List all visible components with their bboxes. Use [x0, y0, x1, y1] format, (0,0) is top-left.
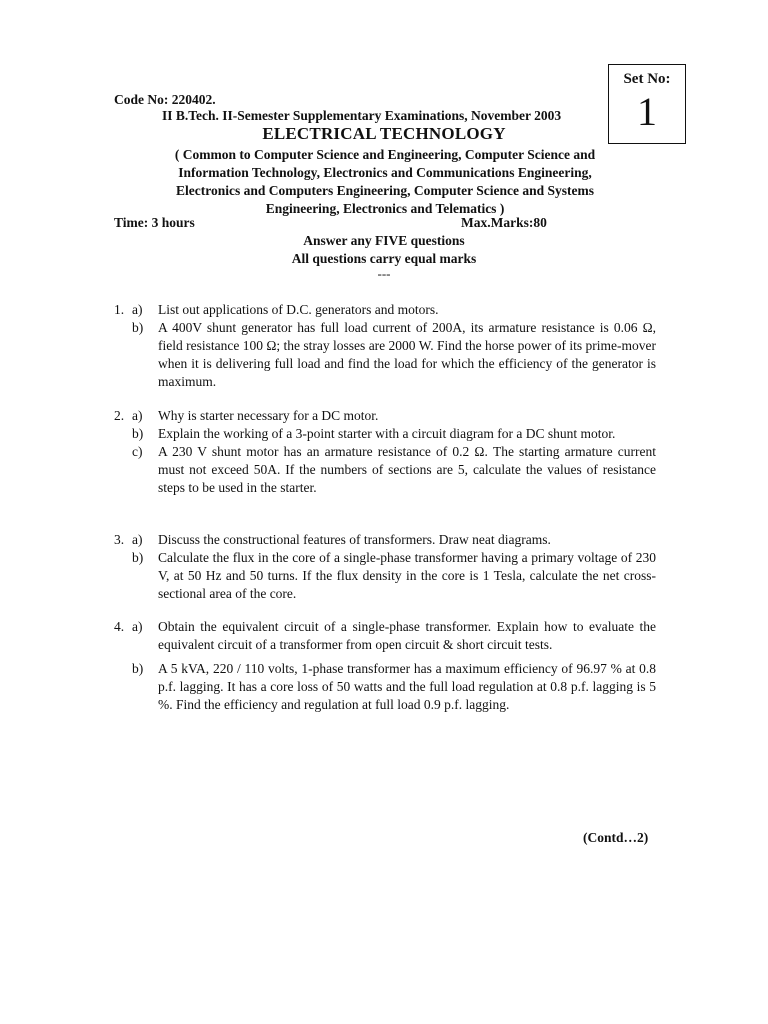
part-letter: c) [132, 444, 143, 459]
part-letter: a) [132, 532, 143, 547]
common-line: Electronics and Computers Engineering, Computer Science and Systems [176, 183, 594, 198]
separator: --- [377, 266, 391, 281]
question-part [114, 425, 656, 443]
subject-title [0, 124, 768, 144]
part-letter: a) [132, 408, 143, 423]
question-part [114, 660, 656, 714]
time-allowed: Time: 3 hours [114, 215, 195, 230]
part-text: A 400V shunt generator has full load current of 200A, its armature resistance is 0.06 Ω, field resistance 100 Ω; the stray losses are 2000 W. Find the horse power of its prime-mover when it is delivering full load and find the load for which the efficiency of the generator is maximum. [158, 320, 656, 389]
question-number: 1. [114, 302, 125, 317]
common-line: Engineering, Electronics and Telematics ) [265, 201, 505, 216]
common-line: Information Technology, Electronics and Communications Engineering, [178, 165, 592, 180]
code-number: Code No: 220402. [114, 92, 216, 107]
part-letter: a) [132, 302, 143, 317]
question-part [114, 549, 656, 603]
question-part [114, 443, 656, 497]
question-4 [114, 618, 656, 714]
common-line: ( Common to Computer Science and Engineering, Computer Science and [174, 147, 596, 162]
instruction-answer-five: Answer any FIVE questions [303, 233, 465, 248]
question-part [114, 319, 656, 391]
question-part [114, 301, 656, 319]
part-letter: b) [132, 426, 144, 441]
question-2 [114, 407, 656, 497]
part-text: Discuss the constructional features of transformers. Draw neat diagrams. [158, 532, 551, 547]
part-text: Calculate the flux in the core of a single-phase transformer having a primary voltage of 230 V, at 50 Hz and 50 turns. If the flux density in the core is 1 Tesla, calculate the net cross-sectional area of the core. [158, 550, 656, 601]
question-1 [114, 301, 656, 391]
question-3 [114, 531, 656, 603]
set-number-label: Set No: [623, 71, 671, 87]
part-letter: b) [132, 661, 144, 676]
question-part [114, 618, 656, 654]
question-number: 4. [114, 619, 125, 634]
common-to-block [120, 146, 650, 218]
part-text: Explain the working of a 3-point starter with a circuit diagram for a DC shunt motor. [158, 426, 616, 441]
part-text: A 230 V shunt motor has an armature resistance of 0.2 Ω. The starting armature current must not exceed 50A. If the numbers of sections are 5, calculate the values of resistance steps to be used in the starter. [158, 444, 656, 495]
part-letter: b) [132, 550, 144, 565]
part-text: Obtain the equivalent circuit of a single-phase transformer. Explain how to evaluate the equivalent circuit of a transformer from open circuit & short circuit tests. [158, 619, 656, 652]
exam-title: II B.Tech. II-Semester Supplementary Examinations, November 2003 [162, 108, 562, 123]
part-text: Why is starter necessary for a DC motor. [158, 408, 379, 423]
instruction-equal-marks: All questions carry equal marks [291, 251, 477, 266]
question-number: 3. [114, 532, 125, 547]
question-part [114, 407, 656, 425]
part-letter: b) [132, 320, 144, 335]
continued-note: (Contd…2) [583, 830, 649, 845]
part-text: List out applications of D.C. generators and motors. [158, 302, 439, 317]
max-marks: Max.Marks:80 [461, 215, 547, 230]
question-part [114, 531, 656, 549]
set-number-value: 1 [637, 89, 657, 134]
part-letter: a) [132, 619, 143, 634]
part-text: A 5 kVA, 220 / 110 volts, 1-phase transformer has a maximum efficiency of 96.97 % at 0.8 p.f. lagging. It has a core loss of 50 watts and the full load regulation at 0.8 p.f. lagging is 5 %. Find the efficiency and regulation at full load 0.9 p.f. lagging. [158, 661, 656, 712]
question-number: 2. [114, 408, 125, 423]
subject-title-text: ELECTRICAL TECHNOLOGY [262, 124, 506, 143]
